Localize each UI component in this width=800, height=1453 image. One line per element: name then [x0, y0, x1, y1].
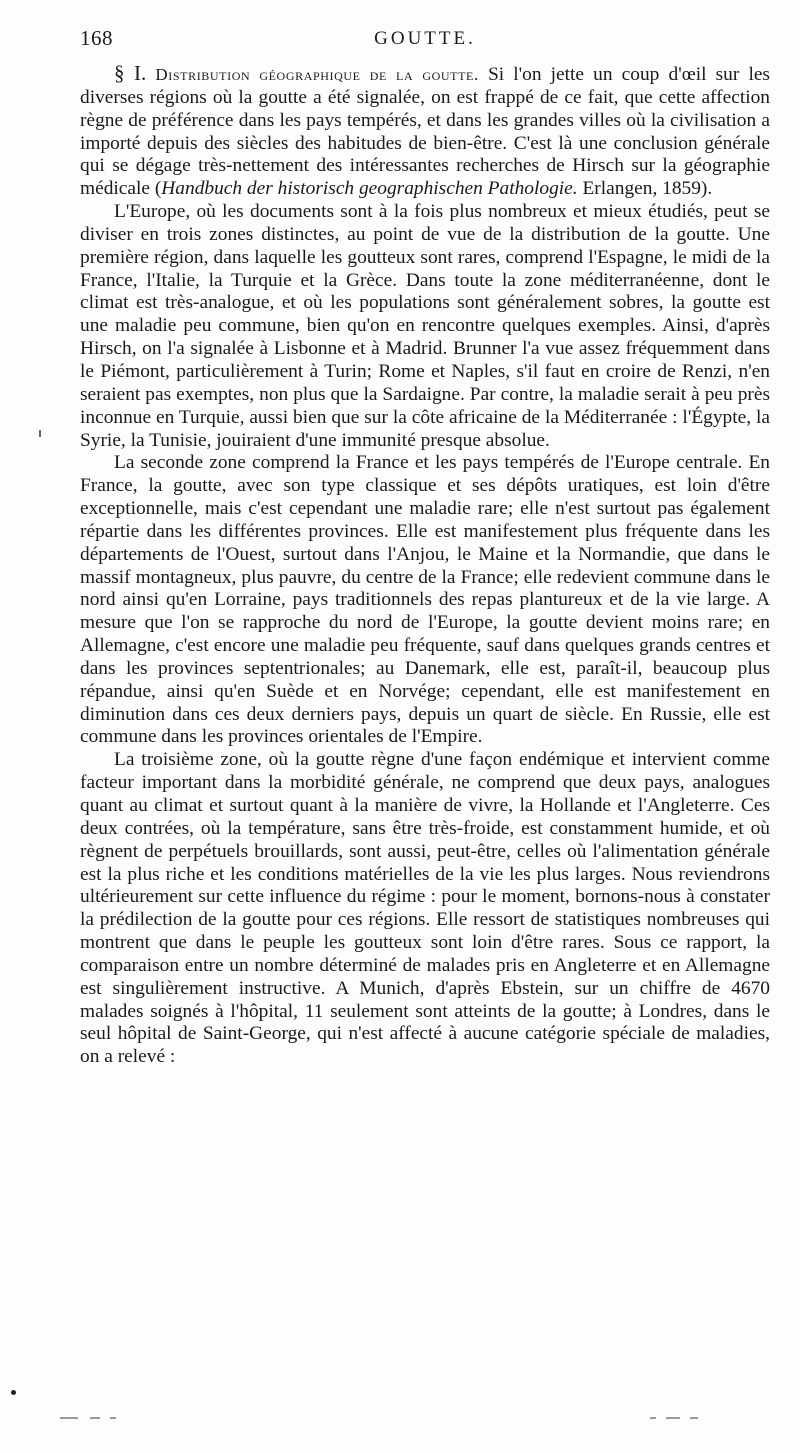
page-body [80, 62, 770, 1069]
section-intro-text: Si l'on jette un coup d'œil sur les diverses régions où la goutte a été signalée, on est frappé de ce fait, que cette affection règne de préférence dans les pays tempérés, et dans les grandes villes où la civilisation a importé depuis des siècles des habitudes de bien-être. C'est là une conclusion générale qui se dégage très-nettement des intéressantes recherches de Hirsch sur la géographie médicale ( [80, 64, 770, 200]
section-heading: Distribution géographique de la goutte. [155, 65, 479, 84]
margin-dot [11, 1390, 16, 1395]
paragraph-third-zone: La troisième zone, où la goutte règne d'une façon endémique et intervient comme facteur important dans la morbidité générale, ne comprend que deux pays, analogues quant au climat et surtout quant à la manière de vivre, la Hollande et l'Angleterre. Ces deux contrées, où la température, sans être très-froide, est constamment humide, et où règnent de perpétuels brouillards, sont aussi, peut-être, celles où l'alimentation générale est la plus riche et les conditions matérielles de la vie les plus larges. Nous reviendrons ultérieurement sur cette influence du régime : pour le moment, bornons-nous à constater la prédilection de la goutte pour ces régions. Elle ressort de statistiques nombreuses qui montrent que dans le peuple les goutteux sont loin d'être rares. Sous ce rapport, la comparaison entre un nombre déterminé de malades pris en Angleterre et en Allemagne est singulièrement instructive. A Munich, d'après Ebstein, sur un chiffre de 4670 malades soignés à l'hôpital, 11 seulement sont atteints de la goutte; à Londres, dans le seul hôpital de Saint-George, qui n'est affecté à aucune catégorie spéciale de maladies, on a relevé : [80, 749, 770, 1068]
running-title: GOUTTE. [374, 28, 476, 49]
section-opening-paragraph [80, 62, 770, 201]
bottom-scan-marks [60, 1417, 740, 1421]
citation-title: Handbuch der historisch geographischen Pathologie. [161, 178, 578, 200]
section-mark: § I. [114, 61, 147, 85]
paragraph-second-zone: La seconde zone comprend la France et les pays tempérés de l'Europe centrale. En France, la goutte, avec son type classique et ses dépôts uratiques, est loin d'être exceptionnelle, mais c'est cependant une maladie rare; elle n'est surtout pas également répartie dans les différentes provinces. Elle est manifestement plus fréquente dans les départements de l'Ouest, surtout dans l'Anjou, le Maine et la Normandie, que dans le massif montagneux, plus pauvre, du centre de la France; elle redevient commune dans le nord ainsi qu'en Lorraine, pays traditionnels des repas plantureux et de la vie large. A mesure que l'on se rapproche du nord de l'Europe, la goutte devient moins rare; en Allemagne, c'est encore une maladie peu fréquente, sauf dans quelques grands centres et dans les provinces septentrionales; au Danemark, elle est, paraît-il, beaucoup plus répandue, ainsi qu'en Suède et en Norvége; cependant, elle est manifestement en diminution dans ces deux derniers pays, depuis un quart de siècle. En Russie, elle est commune dans les provinces orientales de l'Empire. [80, 452, 770, 748]
citation-tail: Erlangen, 1859). [577, 178, 713, 200]
page-header [80, 26, 770, 56]
margin-mark [39, 430, 41, 437]
page-number: 168 [80, 26, 113, 50]
paragraph-europe-zones: L'Europe, où les documents sont à la fois plus nombreux et mieux étudiés, peut se diviser en trois zones distinctes, au point de vue de la distribution de la goutte. Une première région, dans laquelle les goutteux sont rares, comprend l'Espagne, le midi de la France, l'Italie, la Turquie et la Grèce. Dans toute la zone méditerranéenne, dont le climat est très-analogue, et où les populations sont généralement sobres, la goutte est une maladie peu commune, bien qu'on en rencontre quelques exemples. Ainsi, d'après Hirsch, on l'a signalée à Lisbonne et à Madrid. Brunner l'a vue assez fréquemment dans le Piémont, particulièrement à Turin; Rome et Naples, s'il faut en croire de Renzi, n'en seraient pas exemptes, non plus que la Sardaigne. Par contre, la maladie serait à peu près inconnue en Turquie, aussi bien que sur la côte africaine de la Méditerranée : l'Égypte, la Syrie, la Tunisie, jouiraient d'une immunité presque absolue. [80, 201, 770, 451]
